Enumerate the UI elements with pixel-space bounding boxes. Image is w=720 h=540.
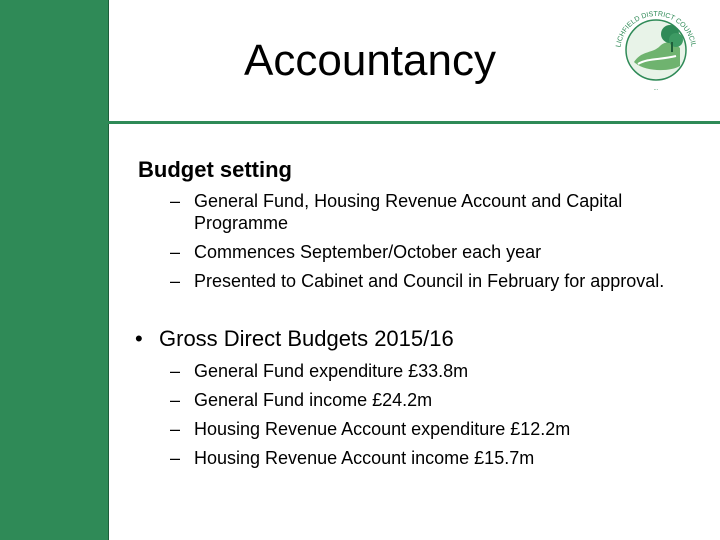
svg-text:LICHFIELD DISTRICT COUNCIL: LICHFIELD DISTRICT COUNCIL [615,10,697,48]
gross-budgets-heading [135,326,454,352]
list-item: – General Fund, Housing Revenue Account and Capital Programme [170,190,690,234]
bullet-glyph: • [135,326,143,351]
list-item: – General Fund income £24.2m [170,389,690,411]
list-item: – General Fund expenditure £33.8m [170,360,690,382]
list-item: – Housing Revenue Account expenditure £12.2m [170,418,690,440]
council-logo-icon [608,2,704,94]
list-item: – Presented to Cabinet and Council in February for approval. [170,270,690,292]
list-item: – Housing Revenue Account income £15.7m [170,447,690,469]
list-item: – Commences September/October each year [170,241,690,263]
side-bar [0,0,109,540]
gross-budgets-list [170,360,690,476]
budget-setting-list [170,190,690,299]
svg-text:...: ... [653,86,659,92]
title-divider [108,121,720,124]
gross-budgets-label: Gross Direct Budgets 2015/16 [159,326,454,351]
slide-title: Accountancy [244,36,496,85]
budget-setting-heading: Budget setting [138,157,292,182]
